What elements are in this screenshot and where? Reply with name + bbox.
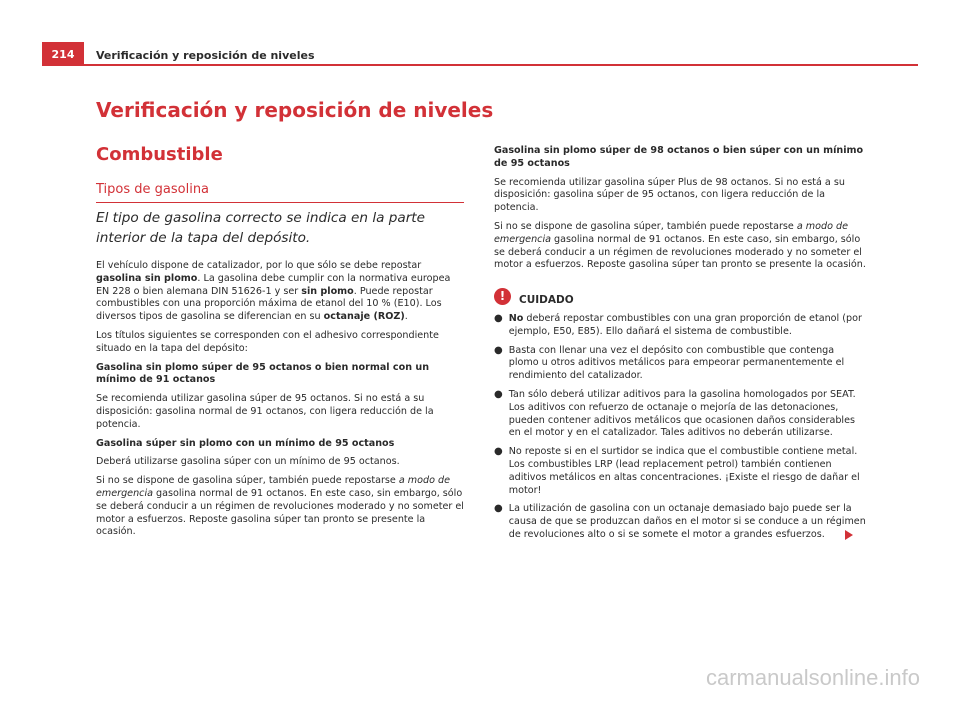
bullet-dot: ● [494,446,503,458]
paragraph-95: Se recomienda utilizar gasolina súper de 95 octanos. Si no está a su disposición: gasolina normal de 91 octanos, con ligera reducción de la potencia. [96,393,434,430]
warning-text: La utilización de gasolina con un octanaje demasiado bajo puede ser la causa de que se produzcan daños en el motor si se conduce a un régimen de revoluciones alto o si se somete el motor a grandes esfuerzos. [508,503,866,540]
warning-icon: ! [494,288,511,305]
section-title: Combustible [96,144,223,165]
text: . La gasolina debe cumplir con la normativa europea EN 228 o bien alemana DIN 51626-1 y ser [96,272,451,297]
text-bold: sin plomo [301,285,354,297]
heading-super-95: Gasolina súper sin plomo con un mínimo de 95 octanos [96,437,395,449]
paragraph-super-95: Deberá utilizarse gasolina súper con un mínimo de 95 octanos. [96,456,400,468]
text: Si no se dispone de gasolina súper, también puede repostarse [494,220,797,232]
bullet-dot: ● [494,344,503,356]
text: deberá repostar combustibles con una gran proporción de etanol (por ejemplo, E50, E85). Ello dañará el sistema de combustible. [508,312,862,337]
warning-label: CUIDADO [519,294,574,307]
warning-text: Basta con llenar una vez el depósito con combustible que contenga plomo u otros aditivos metálicos para empeorar permanentemente el rendimiento del catalizador. [508,344,845,382]
main-title: Verificación y reposición de niveles [96,98,494,122]
intro-text: El tipo de gasolina correcto se indica en la parte interior de la tapa del depósito. [96,210,425,246]
warning-item [494,446,866,497]
paragraph-titulos: Los títulos siguientes se corresponden con el adhesivo correspondiente situado en la tapa del depósito: [96,329,439,354]
heading-98-95: Gasolina sin plomo súper de 98 octanos o bien súper con un mínimo de 95 octanos [494,145,864,169]
warning-item [494,389,866,440]
text-bold: No [508,312,524,324]
text-bold: octanaje (ROZ) [323,311,405,323]
paragraph-emergencia [96,475,466,539]
warning-header [494,286,866,307]
warning-item [494,345,866,383]
watermark: carmanualsonline.info [705,665,920,690]
header-rule [42,64,918,66]
warning-text [509,313,866,339]
subsection-title: Tipos de gasolina [96,182,210,197]
running-title: Verificación y reposición de niveles [96,49,315,62]
continue-arrow-icon [845,530,853,540]
text: Si no se dispone de gasolina súper, también puede repostarse [96,475,399,487]
text-italic: a modo de emergencia [96,475,451,499]
warning-item [494,503,866,541]
bullet-dot: ● [494,503,503,515]
text-bold: gasolina sin plomo [96,272,198,284]
text: . Puede repostar combustibles con una proporción máxima de etanol del 10 % (E10). Los diversos tipos de gasolina se diferencian en su [96,285,442,323]
text: gasolina normal de 91 octanos. En este caso, sin embargo, sólo se deberá conducir a un régimen de revoluciones moderado y no someter el motor a esfuerzos. Reposte gasolina súper tan pronto se presente la ocasión. [494,233,866,271]
heading-95-91: Gasolina sin plomo súper de 95 octanos o bien normal con un mínimo de 91 octanos [96,361,430,386]
right-column [494,145,866,548]
bullet-dot: ● [494,312,503,324]
page-number: 214 [42,42,84,66]
paragraph-emergencia-2 [494,221,866,272]
warning-text: No reposte si en el surtidor se indica que el combustible contiene metal. Los combustibles LRP (lead replacement petrol) también contienen aditivos metálicos en altas concentraciones. ¡Existe el riesgo de dañar el motor! [508,446,860,496]
text: gasolina normal de 91 octanos. En este caso, sin embargo, sólo se deberá conducir a un régimen de revoluciones moderado y no someter el motor a esfuerzos. Reposte gasolina súper tan pronto se presente la ocasión. [96,487,464,538]
bullet-dot: ● [494,388,503,400]
warning-text: Tan sólo deberá utilizar aditivos para la gasolina homologados por SEAT. Los aditivos con refuerzo de octanaje o mejoría de las detonaciones, pueden contener aditivos metálicos que ocasionen daños considerables en el motor y en el catalizador. Tales aditivos no deberán utilizarse. [508,388,856,439]
paragraph-catalizador [96,260,466,324]
text: El vehículo dispone de catalizador, por lo que sólo se debe repostar [96,260,422,271]
paragraph-98: Se recomienda utilizar gasolina súper Plus de 98 octanos. Si no está a su disposición: gasolina súper de 95 octanos, con ligera reducción de la potencia. [494,176,845,214]
left-column [96,260,466,545]
warning-item [494,313,866,339]
text-italic: a modo de emergencia [494,220,849,245]
text: . [404,311,408,323]
subsection-rule [96,202,464,203]
